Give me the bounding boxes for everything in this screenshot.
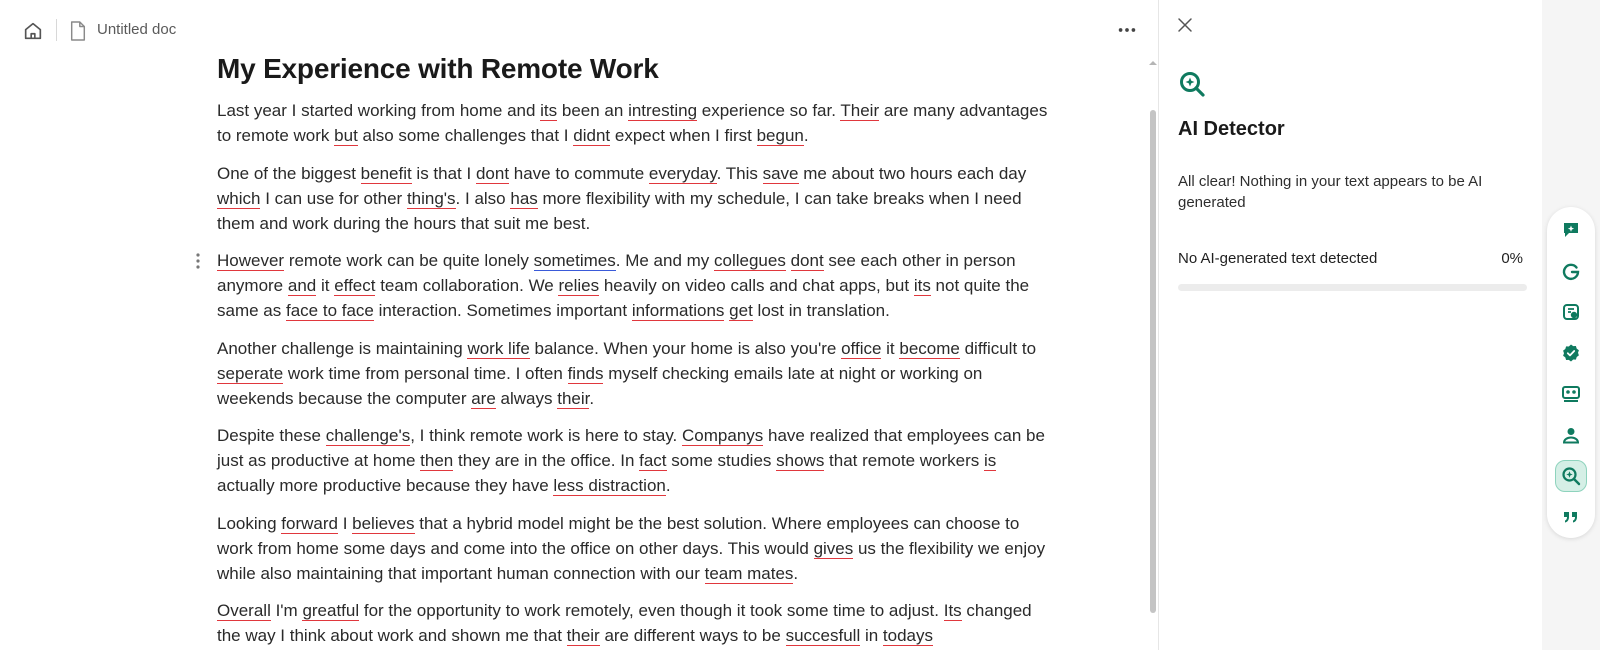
toolbar-divider	[56, 19, 57, 41]
ai-result-label: No AI-generated text detected	[1178, 250, 1378, 267]
more-horizontal-icon[interactable]	[1116, 20, 1138, 40]
ai-detector-rail-icon	[1561, 466, 1581, 486]
ai-progress-bar	[1178, 284, 1527, 291]
rail-document-check-button[interactable]	[1555, 296, 1587, 328]
scroll-up-arrow[interactable]	[1148, 59, 1158, 67]
drag-handle-icon[interactable]	[195, 252, 201, 270]
chat-sparkle-icon	[1561, 220, 1581, 240]
document-check-icon	[1561, 302, 1581, 322]
close-icon[interactable]	[1177, 17, 1193, 33]
verified-badge-icon	[1561, 343, 1581, 363]
rail-profile-button[interactable]	[1555, 419, 1587, 451]
audience-icon	[1561, 384, 1581, 404]
home-icon[interactable]	[22, 20, 44, 42]
rail-audience-button[interactable]	[1555, 378, 1587, 410]
rail-ai-detector-button[interactable]	[1555, 460, 1587, 492]
ai-detector-icon	[1178, 70, 1206, 98]
scrollbar-thumb[interactable]	[1150, 110, 1156, 613]
document-heading[interactable]: My Experience with Remote Work	[217, 53, 659, 84]
paragraph[interactable]: Looking forward I believes that a hybrid model might be the best solution. Where employees can choose to work from home some days and come into the office on other days. This would gives us the flexibility we enjoy while also maintaining that important human connection with our team mates.	[217, 513, 1046, 583]
ai-detector-panel	[1158, 0, 1542, 650]
document-icon	[69, 20, 87, 42]
document-editor[interactable]	[0, 50, 1148, 650]
paragraph[interactable]: One of the biggest benefit is that I dont have to commute everyday. This save me about two hours each day which I can use for other thing's. I also has more flexibility with my schedule, I can take breaks when I need them and work during the hours that suit me best.	[217, 163, 1027, 233]
paragraph[interactable]: However remote work can be quite lonely sometimes. Me and my collegues dont see each other in person anymore and it effect team collaboration. We relies heavily on video calls and chat apps, but its not quite the same as face to face interaction. Sometimes important informations get lost in translation.	[217, 248, 1057, 323]
doc-title[interactable]: Untitled doc	[97, 21, 177, 38]
rail-chat-button[interactable]	[1555, 214, 1587, 246]
grammarly-logo-icon	[1561, 261, 1581, 281]
quote-icon	[1561, 507, 1581, 527]
paragraph[interactable]: Another challenge is maintaining work life balance. When your home is also you're office it become difficult to seperate work time from personal time. I often finds myself checking emails late at night or working on weekends because the computer are always their.	[217, 338, 1037, 408]
paragraph[interactable]: Despite these challenge's, I think remote work is here to stay. Companys have realized that employees can be just as productive at home then they are in the office. In fact some studies shows that remote workers is actually more productive because they have less distraction.	[217, 426, 1045, 495]
ai-result-percentage: 0%	[1501, 250, 1523, 267]
document-body[interactable]	[217, 98, 1057, 650]
panel-description: All clear! Nothing in your text appears to be AI generated	[1178, 173, 1483, 211]
rail-citation-button[interactable]	[1555, 501, 1587, 533]
paragraph[interactable]: Overall I'm greatful for the opportunity to work remotely, even though it took some time to adjust. Its changed the way I think about work and shown me that their are different ways to be succesfull in todays	[217, 601, 1032, 645]
user-profile-icon	[1561, 425, 1581, 445]
paragraph[interactable]: Last year I started working from home and its been an intresting experience so far. Their are many advantages to remote work but also some challenges that I didnt expect when I first begun.	[217, 101, 1048, 145]
rail-grammarly-button[interactable]	[1555, 255, 1587, 287]
tool-rail	[1547, 207, 1595, 538]
panel-title: AI Detector	[1178, 118, 1285, 140]
rail-verified-button[interactable]	[1555, 337, 1587, 369]
